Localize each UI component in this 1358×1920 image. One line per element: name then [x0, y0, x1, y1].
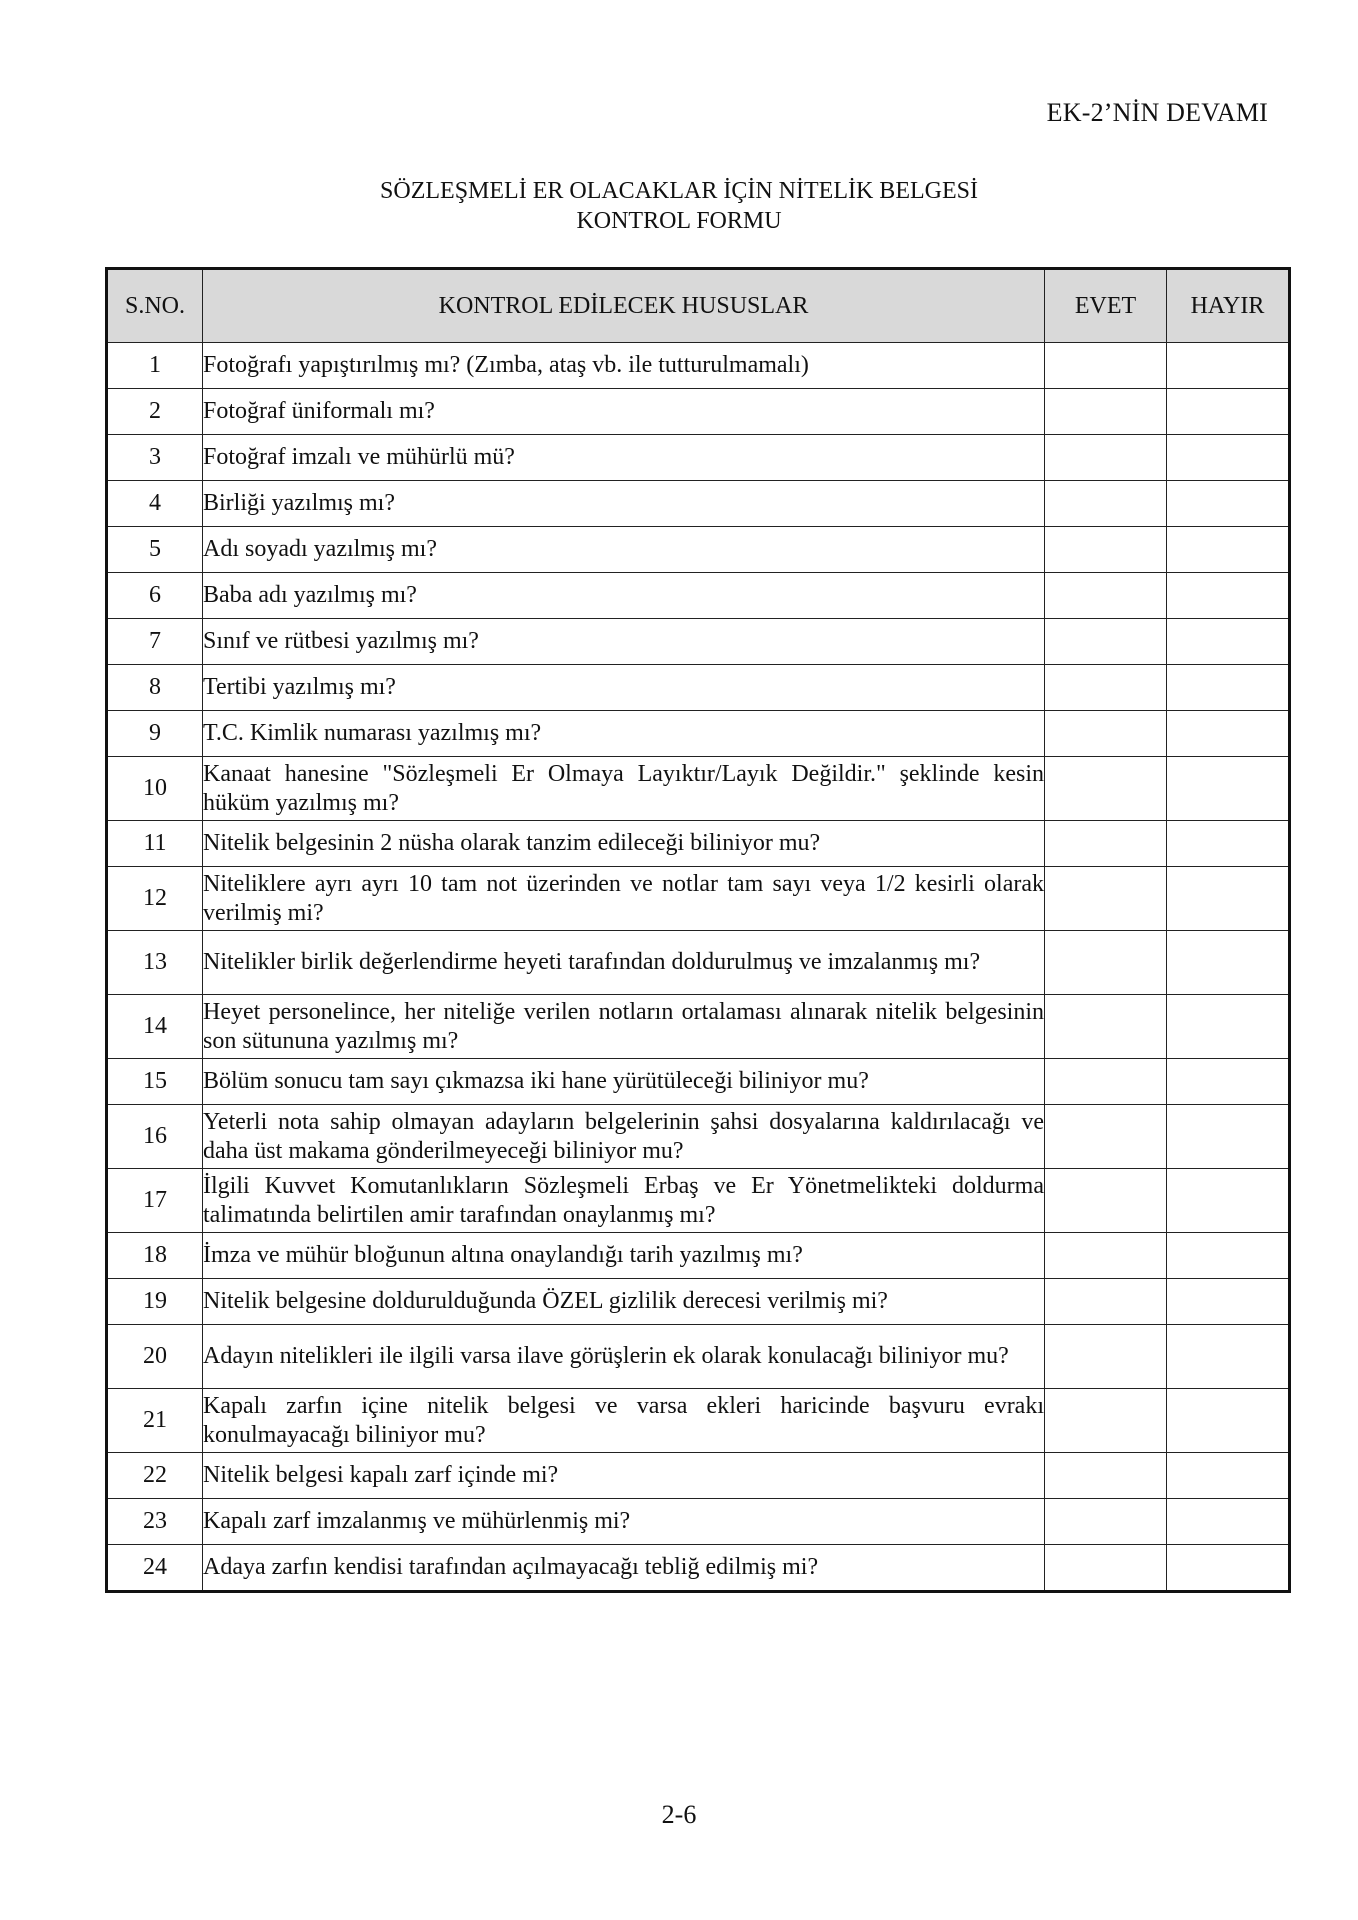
table-row	[107, 1499, 1290, 1545]
table-header-row	[107, 269, 1290, 343]
table-row	[107, 1105, 1290, 1169]
table-row	[107, 821, 1290, 867]
row-item-text: Sınıf ve rütbesi yazılmış mı?	[203, 619, 1045, 665]
no-checkbox-cell[interactable]	[1167, 1279, 1290, 1325]
row-number: 1	[107, 343, 203, 389]
row-number: 8	[107, 665, 203, 711]
row-number: 9	[107, 711, 203, 757]
row-number: 3	[107, 435, 203, 481]
no-checkbox-cell[interactable]	[1167, 1499, 1290, 1545]
column-header-sno: S.NO.	[107, 269, 203, 343]
table-row	[107, 1059, 1290, 1105]
yes-checkbox-cell[interactable]	[1045, 389, 1167, 435]
no-checkbox-cell[interactable]	[1167, 1105, 1290, 1169]
checklist-table-wrapper	[105, 267, 1288, 1593]
row-item-text: Fotoğraf imzalı ve mühürlü mü?	[203, 435, 1045, 481]
page-number: 2-6	[661, 1800, 697, 1829]
row-number: 18	[107, 1233, 203, 1279]
yes-checkbox-cell[interactable]	[1045, 1279, 1167, 1325]
no-checkbox-cell[interactable]	[1167, 1545, 1290, 1592]
row-item-text: Yeterli nota sahip olmayan adayların belgelerinin şahsi dosyalarına kaldırılacağı ve daha üst makama gönderilmeyeceği biliniyor mu?	[203, 1105, 1045, 1169]
row-item-text: Fotoğraf üniformalı mı?	[203, 389, 1045, 435]
no-checkbox-cell[interactable]	[1167, 1389, 1290, 1453]
table-row	[107, 573, 1290, 619]
yes-checkbox-cell[interactable]	[1045, 931, 1167, 995]
form-title-line-1: SÖZLEŞMELİ ER OLACAKLAR İÇİN NİTELİK BELGESİ	[380, 178, 978, 204]
yes-checkbox-cell[interactable]	[1045, 867, 1167, 931]
table-row	[107, 1325, 1290, 1389]
yes-checkbox-cell[interactable]	[1045, 435, 1167, 481]
column-header-items: KONTROL EDİLECEK HUSUSLAR	[203, 269, 1045, 343]
column-header-yes: EVET	[1045, 269, 1167, 343]
yes-checkbox-cell[interactable]	[1045, 711, 1167, 757]
row-number: 10	[107, 757, 203, 821]
form-title-line-2: KONTROL FORMU	[576, 208, 782, 234]
no-checkbox-cell[interactable]	[1167, 757, 1290, 821]
yes-checkbox-cell[interactable]	[1045, 1169, 1167, 1233]
table-row	[107, 711, 1290, 757]
no-checkbox-cell[interactable]	[1167, 995, 1290, 1059]
table-row	[107, 1545, 1290, 1592]
row-item-text: Adı soyadı yazılmış mı?	[203, 527, 1045, 573]
table-row	[107, 343, 1290, 389]
no-checkbox-cell[interactable]	[1167, 931, 1290, 995]
yes-checkbox-cell[interactable]	[1045, 1059, 1167, 1105]
yes-checkbox-cell[interactable]	[1045, 481, 1167, 527]
row-item-text: Nitelik belgesinin 2 nüsha olarak tanzim edileceği biliniyor mu?	[203, 821, 1045, 867]
checklist-table	[105, 267, 1291, 1593]
row-item-text: Adayın nitelikleri ile ilgili varsa ilave görüşlerin ek olarak konulacağı biliniyor mu?	[203, 1325, 1045, 1389]
row-item-text: Nitelik belgesi kapalı zarf içinde mi?	[203, 1453, 1045, 1499]
row-number: 15	[107, 1059, 203, 1105]
table-row	[107, 389, 1290, 435]
row-number: 11	[107, 821, 203, 867]
row-number: 22	[107, 1453, 203, 1499]
table-row	[107, 665, 1290, 711]
table-row	[107, 757, 1290, 821]
row-item-text: Nitelik belgesine doldurulduğunda ÖZEL gizlilik derecesi verilmiş mi?	[203, 1279, 1045, 1325]
table-row	[107, 481, 1290, 527]
row-item-text: Kapalı zarfın içine nitelik belgesi ve varsa ekleri haricinde başvuru evrakı konulmayacağı biliniyor mu?	[203, 1389, 1045, 1453]
row-item-text: T.C. Kimlik numarası yazılmış mı?	[203, 711, 1045, 757]
column-header-no: HAYIR	[1167, 269, 1290, 343]
row-item-text: Heyet personelince, her niteliğe verilen notların ortalaması alınarak nitelik belgesinin son sütununa yazılmış mı?	[203, 995, 1045, 1059]
row-number: 12	[107, 867, 203, 931]
table-row	[107, 867, 1290, 931]
no-checkbox-cell[interactable]	[1167, 1453, 1290, 1499]
row-number: 17	[107, 1169, 203, 1233]
row-number: 16	[107, 1105, 203, 1169]
table-row	[107, 527, 1290, 573]
yes-checkbox-cell[interactable]	[1045, 343, 1167, 389]
row-number: 4	[107, 481, 203, 527]
yes-checkbox-cell[interactable]	[1045, 821, 1167, 867]
row-number: 2	[107, 389, 203, 435]
annex-label: EK-2’NİN DEVAMI	[1046, 98, 1268, 127]
row-item-text: Fotoğrafı yapıştırılmış mı? (Zımba, ataş vb. ile tutturulmamalı)	[203, 343, 1045, 389]
row-item-text: Kapalı zarf imzalanmış ve mühürlenmiş mi?	[203, 1499, 1045, 1545]
yes-checkbox-cell[interactable]	[1045, 527, 1167, 573]
yes-checkbox-cell[interactable]	[1045, 619, 1167, 665]
no-checkbox-cell[interactable]	[1167, 435, 1290, 481]
yes-checkbox-cell[interactable]	[1045, 1499, 1167, 1545]
yes-checkbox-cell[interactable]	[1045, 1453, 1167, 1499]
table-row	[107, 1389, 1290, 1453]
no-checkbox-cell[interactable]	[1167, 527, 1290, 573]
row-number: 5	[107, 527, 203, 573]
no-checkbox-cell[interactable]	[1167, 619, 1290, 665]
table-row	[107, 995, 1290, 1059]
row-number: 6	[107, 573, 203, 619]
yes-checkbox-cell[interactable]	[1045, 1105, 1167, 1169]
row-number: 20	[107, 1325, 203, 1389]
no-checkbox-cell[interactable]	[1167, 1325, 1290, 1389]
no-checkbox-cell[interactable]	[1167, 867, 1290, 931]
row-item-text: Bölüm sonucu tam sayı çıkmazsa iki hane yürütüleceği biliniyor mu?	[203, 1059, 1045, 1105]
yes-checkbox-cell[interactable]	[1045, 1389, 1167, 1453]
row-number: 19	[107, 1279, 203, 1325]
no-checkbox-cell[interactable]	[1167, 481, 1290, 527]
table-row	[107, 435, 1290, 481]
form-title	[0, 176, 1358, 236]
row-item-text: Birliği yazılmış mı?	[203, 481, 1045, 527]
yes-checkbox-cell[interactable]	[1045, 1545, 1167, 1592]
row-item-text: İmza ve mühür bloğunun altına onaylandığı tarih yazılmış mı?	[203, 1233, 1045, 1279]
no-checkbox-cell[interactable]	[1167, 665, 1290, 711]
yes-checkbox-cell[interactable]	[1045, 757, 1167, 821]
row-number: 14	[107, 995, 203, 1059]
row-item-text: Tertibi yazılmış mı?	[203, 665, 1045, 711]
no-checkbox-cell[interactable]	[1167, 343, 1290, 389]
yes-checkbox-cell[interactable]	[1045, 1325, 1167, 1389]
row-number: 7	[107, 619, 203, 665]
no-checkbox-cell[interactable]	[1167, 1169, 1290, 1233]
table-row	[107, 1453, 1290, 1499]
table-row	[107, 1169, 1290, 1233]
row-item-text: Baba adı yazılmış mı?	[203, 573, 1045, 619]
yes-checkbox-cell[interactable]	[1045, 573, 1167, 619]
no-checkbox-cell[interactable]	[1167, 1233, 1290, 1279]
no-checkbox-cell[interactable]	[1167, 821, 1290, 867]
row-number: 24	[107, 1545, 203, 1592]
row-number: 13	[107, 931, 203, 995]
row-item-text: Niteliklere ayrı ayrı 10 tam not üzerinden ve notlar tam sayı veya 1/2 kesirli olarak verilmiş mi?	[203, 867, 1045, 931]
row-item-text: Kanaat hanesine "Sözleşmeli Er Olmaya Layıktır/Layık Değildir." şeklinde kesin hüküm yazılmış mı?	[203, 757, 1045, 821]
checklist-body	[107, 343, 1290, 1592]
row-item-text: İlgili Kuvvet Komutanlıkların Sözleşmeli Erbaş ve Er Yönetmelikteki doldurma talimatında belirtilen amir tarafından onaylanmış mı?	[203, 1169, 1045, 1233]
no-checkbox-cell[interactable]	[1167, 1059, 1290, 1105]
yes-checkbox-cell[interactable]	[1045, 1233, 1167, 1279]
table-row	[107, 931, 1290, 995]
row-item-text: Adaya zarfın kendisi tarafından açılmayacağı tebliğ edilmiş mi?	[203, 1545, 1045, 1592]
no-checkbox-cell[interactable]	[1167, 389, 1290, 435]
table-row	[107, 1233, 1290, 1279]
no-checkbox-cell[interactable]	[1167, 711, 1290, 757]
row-number: 23	[107, 1499, 203, 1545]
table-row	[107, 1279, 1290, 1325]
yes-checkbox-cell[interactable]	[1045, 665, 1167, 711]
row-item-text: Nitelikler birlik değerlendirme heyeti tarafından doldurulmuş ve imzalanmış mı?	[203, 931, 1045, 995]
yes-checkbox-cell[interactable]	[1045, 995, 1167, 1059]
no-checkbox-cell[interactable]	[1167, 573, 1290, 619]
row-number: 21	[107, 1389, 203, 1453]
table-row	[107, 619, 1290, 665]
